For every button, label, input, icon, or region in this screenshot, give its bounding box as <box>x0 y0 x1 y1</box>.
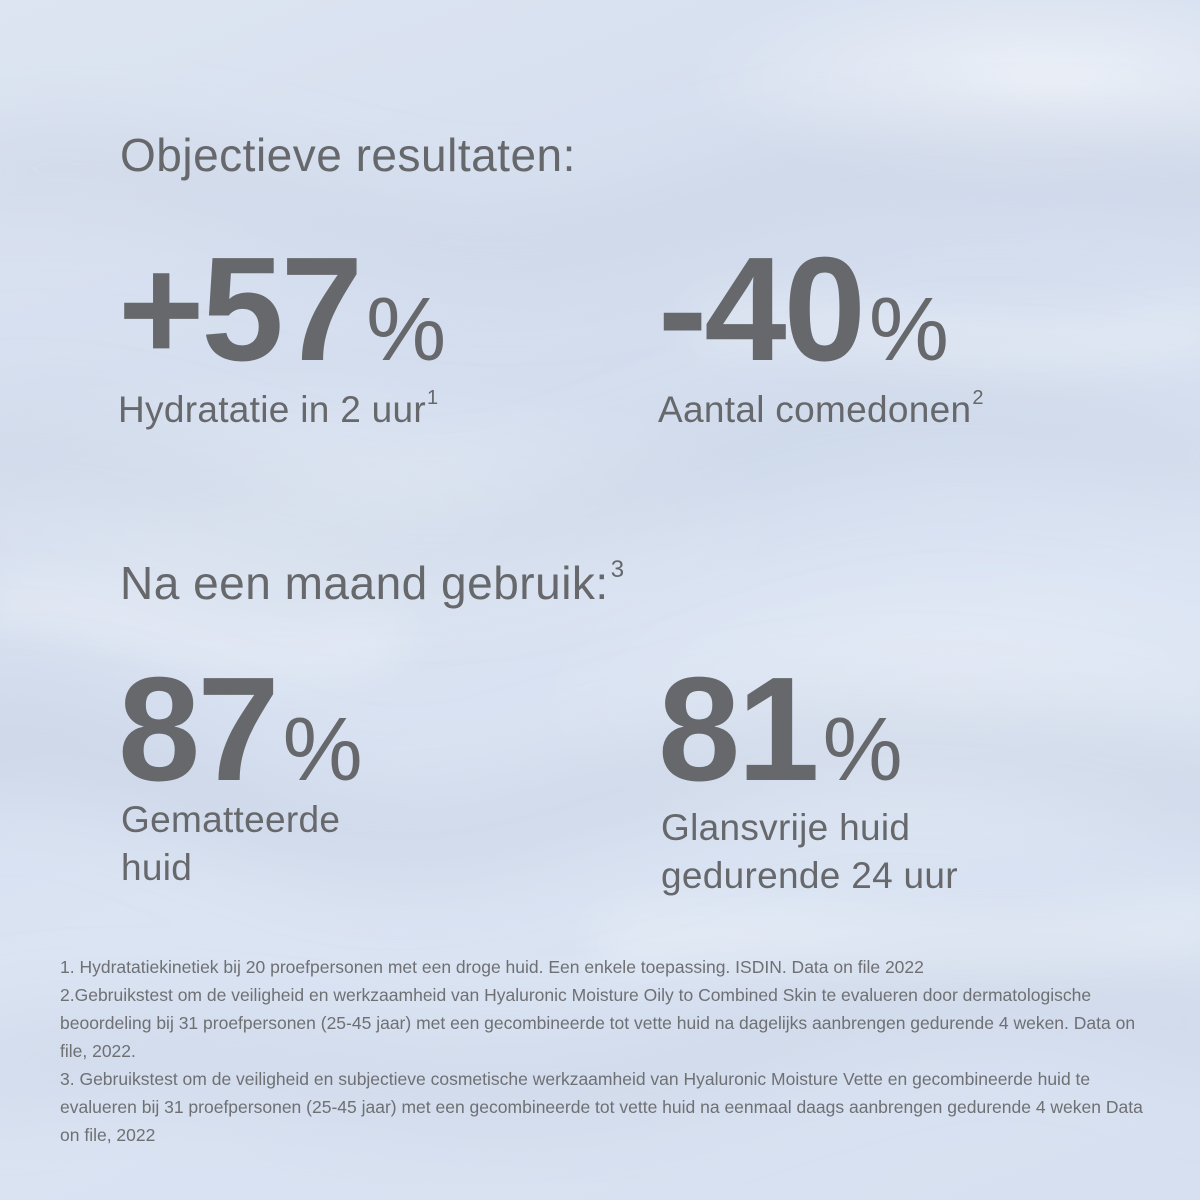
percent-sign: % <box>282 700 363 800</box>
stat-label-line: Gematteerde <box>121 799 341 840</box>
stat-number: -40 <box>658 227 863 392</box>
stat-label-text: Aantal comedonen <box>658 389 972 430</box>
footnote-ref: 1 <box>427 387 439 409</box>
stat-value <box>658 227 949 392</box>
stat-label-line: Glansvrije huid <box>661 807 911 848</box>
stat-label-text: Hydratatie in 2 uur <box>118 389 427 430</box>
stat-label-line: gedurende 24 uur <box>661 855 958 896</box>
stat-label <box>118 374 438 434</box>
heading-text: Na een maand gebruik: <box>120 557 609 609</box>
stat-mattified-skin <box>118 647 598 896</box>
stat-value <box>118 227 447 392</box>
stat-value <box>658 647 903 812</box>
stat-number: 81 <box>658 647 817 812</box>
footnotes <box>60 953 1150 1149</box>
footnote-3: 3. Gebruikstest om de veiligheid en subjectieve cosmetische werkzaamheid van Hyaluronic Moisture Vette en gecombineerde huid te evalueren bij 31 proefpersonen (25-45 jaar) met een gecombineerde tot vette huid na eenmaal daags aanbrengen gedurende 4 weken Data on file, 2022 <box>60 1069 1143 1145</box>
footnote-1: 1. Hydratatiekinetiek bij 20 proefpersonen met een droge huid. Een enkele toepassing. ISDIN. Data on file 2022 <box>60 957 924 977</box>
footnote-ref: 2 <box>972 387 984 409</box>
percent-sign: % <box>822 700 903 800</box>
stat-value <box>118 647 363 812</box>
stat-label <box>658 374 984 434</box>
stat-label-line: huid <box>121 847 193 888</box>
stat-label <box>121 796 340 892</box>
footnote-2: 2.Gebruikstest om de veiligheid en werkzaamheid van Hyaluronic Moisture Oily to Combined Skin te evalueren door dermatologische beoordeling bij 31 proefpersonen (25-45 jaar) met een gecombineerde tot vette huid na dagelijks aanbrengen gedurende 4 weken. Data on file, 2022. <box>60 985 1136 1061</box>
stat-number: +57 <box>118 227 361 392</box>
stat-hydration <box>118 227 598 436</box>
percent-sign: % <box>868 280 949 380</box>
section-heading-objective-results <box>120 128 576 182</box>
percent-sign: % <box>366 280 447 380</box>
stat-shine-free-skin <box>658 647 1158 906</box>
stat-label <box>661 804 958 900</box>
section-heading-after-one-month <box>120 556 625 610</box>
heading-text: Objectieve resultaten: <box>120 129 576 181</box>
stat-number: 87 <box>118 647 277 812</box>
stat-comedones <box>658 227 1158 436</box>
footnote-ref: 3 <box>610 556 625 583</box>
